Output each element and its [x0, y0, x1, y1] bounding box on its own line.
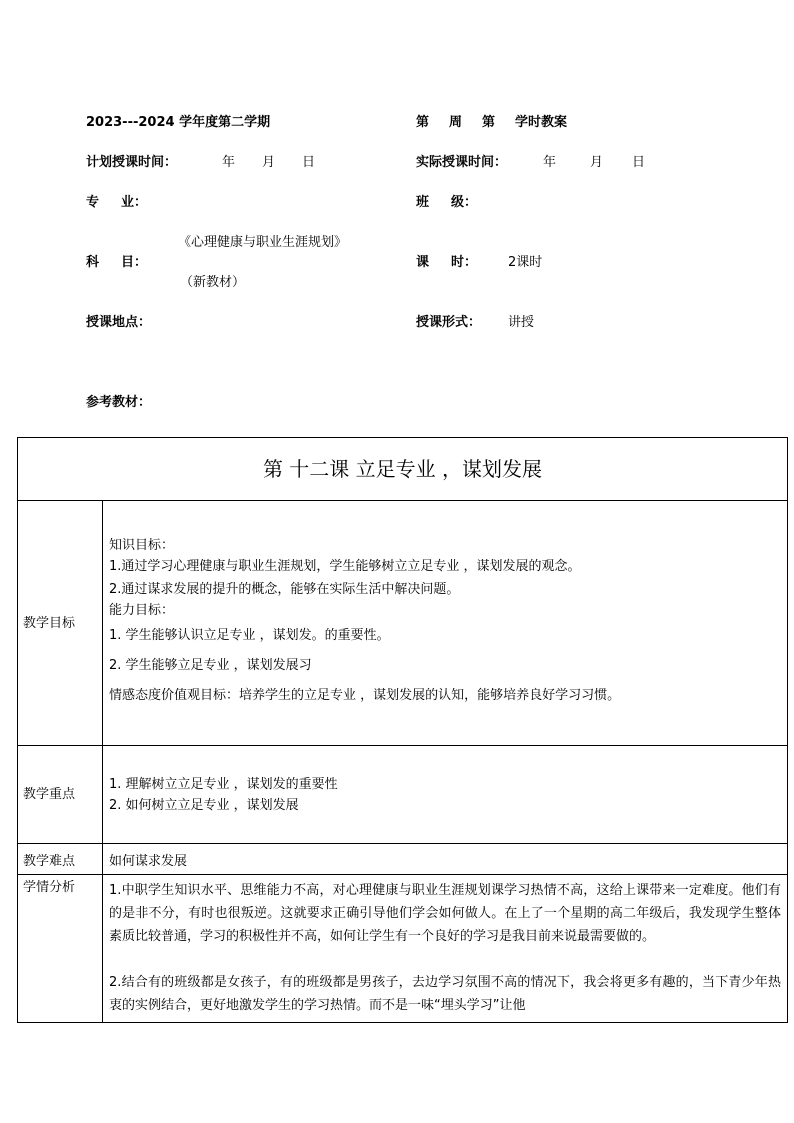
subject-label: 科 目： — [86, 255, 148, 270]
actual-day: 日 — [632, 155, 646, 170]
plan-time-label: 计划授课时间： — [86, 155, 178, 170]
objectives-cell — [103, 501, 788, 746]
objective-line: 1.通过学习心理健康与职业生涯规划，学生能够树立立足专业 ，谋划发展的观念。 — [109, 558, 581, 574]
actual-time-label: 实际授课时间： — [416, 155, 508, 170]
week-label-2: 周 — [449, 115, 463, 130]
analysis-paragraph: 1.中职学生知识水平、思维能力不高，对心理健康与职业生涯规划课学习热情不高，这给上课带来一定难度。他们有的是非不分，有时也很叛逆。这就要求正确引导他们学会如何做人。在上了一个星期的高二年级后，我发现学生整体素质比较普通，学习的积极性并不高，如何让学生有一个良好的学习是我目前来说最需要做的。 — [109, 882, 781, 944]
objectives-label: 教学目标 — [18, 501, 103, 746]
analysis-paragraph: 2.结合有的班级都是女孩子，有的班级都是男孩子，去边学习氛围不高的情况下，我会将更多有趣的，当下青少年热衷的实例结合，更好地激发学生的学习热情。而不是一味“埋头学习”让他 — [109, 974, 781, 1013]
keypoint-line: 1. 理解树立立足专业 ，谋划发的重要性 — [109, 776, 338, 792]
plan-month: 月 — [262, 155, 276, 170]
week-label-1: 第 — [416, 115, 430, 130]
term-title: 2023---2024 学年度第二学期 — [86, 115, 271, 130]
period-label: 课 时： — [416, 255, 478, 270]
week-hour-title — [416, 115, 567, 131]
analysis-label: 学情分析 — [18, 875, 103, 1023]
objective-line: 知识目标： — [109, 537, 175, 553]
objective-line: 1. 学生能够认识立足专业 ，谋划发。的重要性。 — [109, 627, 390, 643]
form-value: 讲授 — [508, 315, 535, 330]
form-label: 授课形式： — [416, 315, 482, 330]
location-label: 授课地点： — [86, 315, 152, 330]
difficulty-cell: 如何谋求发展 — [103, 844, 788, 875]
difficulty-label: 教学难点 — [18, 844, 103, 875]
week-label-4: 学时教案 — [515, 115, 568, 130]
objective-line: 情感态度价值观目标：培养学生的立足专业 ，谋划发展的认知，能够培养良好学习习惯。 — [109, 687, 621, 703]
analysis-cell — [103, 875, 788, 1023]
actual-year: 年 — [543, 155, 557, 170]
lesson-table — [17, 437, 788, 1023]
plan-day: 日 — [302, 155, 316, 170]
subject-value-line1: 《心理健康与职业生涯规划》 — [178, 235, 348, 250]
objective-line: 2. 学生能够立足专业 ，谋划发展习 — [109, 657, 312, 673]
week-label-3: 第 — [482, 115, 496, 130]
keypoint-line: 2. 如何树立立足专业 ，谋划发展 — [109, 797, 299, 813]
actual-month: 月 — [590, 155, 604, 170]
objective-line: 2.通过谋求发展的提升的概念，能够在实际生活中解决问题。 — [109, 581, 460, 597]
reference-label: 参考教材： — [86, 395, 152, 410]
keypoints-cell — [103, 746, 788, 844]
subject-value-line2: （新教材） — [180, 275, 246, 290]
plan-year: 年 — [222, 155, 236, 170]
keypoints-label: 教学重点 — [18, 746, 103, 844]
period-value: 2课时 — [508, 255, 543, 270]
objective-line: 能力目标： — [109, 602, 175, 618]
class-label: 班 级： — [416, 195, 478, 210]
lesson-title: 第 十二课 立足专业 ，谋划发展 — [18, 438, 788, 501]
major-label: 专 业： — [86, 195, 148, 210]
